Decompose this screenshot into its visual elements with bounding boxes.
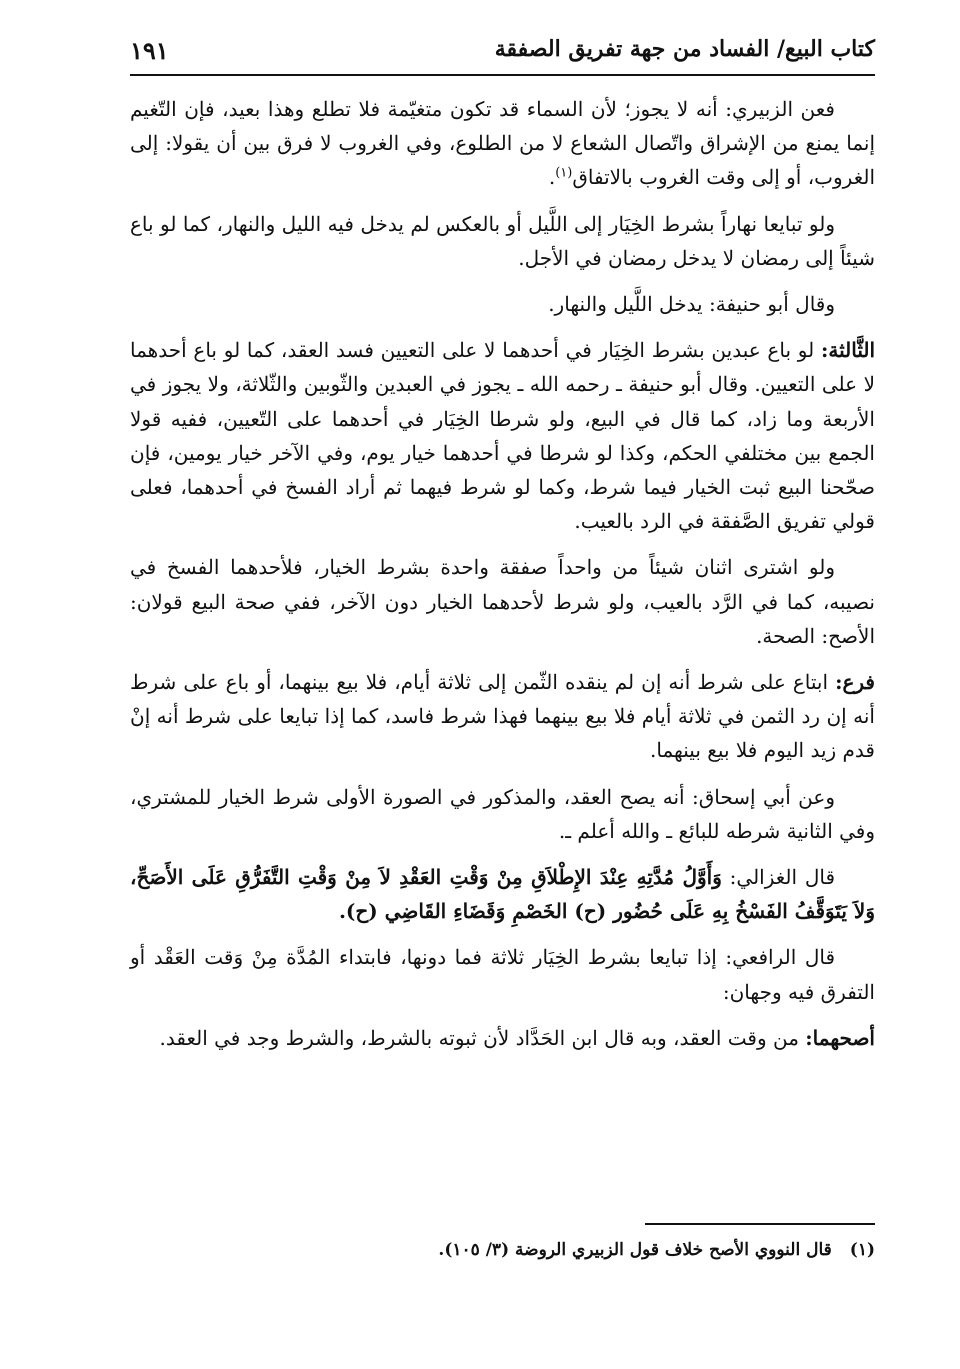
paragraph-1-end: . [548,165,556,190]
paragraph-9: قال الرافعي: إذا تبايعا بشرط الخِيَار ثلاثة فما دونها، فابتداء المُدَّة مِنْ وَقت العَقْد أو التفرق فيه وجهان: [130,945,875,1004]
running-title: كتاب البيع/ الفساد من جهة تفريق الصفقة [494,36,875,62]
paragraph-8-lead: قال الغزالي: [729,865,836,890]
footnote-number: (١) [849,1240,875,1260]
paragraph-1-text: فعن الزبيري: أنه لا يجوز؛ لأن السماء قد تكون متغيّمة فلا تطلع وهذا بعيد، فإن التّغيم إنما يمنع من الإشراق واتّصال الشعاع لا من الطلوع، وفي الغروب لا فرق بين أن يقولا: إلى الغروب، أو إلى وقت الغروب بالاتفاق [130,97,875,190]
paragraph-10 [130,1021,875,1055]
paragraph-5: ولو اشترى اثنان شيئاً من واحداً صفقة واحدة بشرط الخيار، فلأحدهما الفسخ في نصيبه، كما في الرَّد بالعيب، ولو شرط لأحدهما الخيار دون الآخر، ففي صحة البيع قولان: الأصح: الصحة. [130,555,875,648]
paragraph-3: وقال أبو حنيفة: يدخل اللَّيل والنهار. [548,292,835,317]
paragraph-4-lead: الثَّالثة: [820,338,875,363]
footnotes [130,1236,875,1264]
paragraph-6-lead: فرع: [835,670,875,695]
paragraph-10-text: من وقت العقد، وبه قال ابن الحَدَّاد لأن ثبوته بالشرط، والشرط وجد في العقد. [159,1025,799,1050]
main-text [130,92,875,1067]
paragraph-4 [130,333,875,538]
footnote-text: قال النووي الأصح خلاف قول الزبيري الروضة (٣/ ١٠٥). [438,1240,832,1260]
footnote-1 [130,1236,875,1264]
paragraph-1 [130,92,875,195]
paragraph-6-text: ابتاع على شرط أنه إن لم ينقده الثّمن إلى ثلاثة أيام، فلا بيع بينهما، أو باع على شرط أنه إن رد الثمن في ثلاثة أيام فلا بيع بينهما فهذا شرط فاسد، كما إذا تبايعا على شرط أنه إنْ قدم زيد اليوم فلا بيع بينهما. [130,670,875,763]
paragraph-7: وعن أبي إسحاق: أنه يصح العقد، والمذكور في الصورة الأولى شرط الخيار للمشتري، وفي الثانية شرطه للبائع ـ والله أعلم ـ. [130,784,875,843]
paragraph-6 [130,665,875,768]
footnote-reference[interactable]: (١) [555,165,573,181]
page-header [130,34,875,76]
footnote-divider [645,1223,875,1225]
paragraph-8-quote: وَأَوَّلُ مُدَّتِهِ عِنْدَ الإِطْلاَقِ مِنْ وَقْتِ العَقْدِ لاَ مِنْ وَقْتِ التَّفَرُّقِ عَلَى الأَصَحِّ، وَلاَ يَتَوَقَّفُ الفَسْخُ بِهِ عَلَى حُضُور (ح) الخَصْمِ وَقَضَاءِ القَاضِي (ح). [130,865,875,924]
paragraph-4-text: لو باع عبدين بشرط الخِيَار في أحدهما لا على التعيين فسد العقد، كما لو باع أحدهما لا على التعيين. وقال أبو حنيفة ـ رحمه الله ـ يجوز في العبدين والثّوبين والثّلاثة، ولا يجوز في الأربعة وما زاد، كما قال في البيع، ولو شرطا الخِيَار في أحدهما على التّعيين، ففيه قولا الجمع بين مختلفي الحكم، وكذا لو شرطا في أحدهما خيار يوم، وفي الآخر خيار يومين، فإن صحّحنا البيع ثبت الخيار فيما شرط، وكما لو شرط فيهما ثم أراد الفسخ في أحدهما، فعلى قولي تفريق الصَّفقة في الرد بالعيب. [130,338,876,534]
paragraph-8 [130,860,875,928]
page-number: ١٩١ [130,36,169,65]
paragraph-10-lead: أصحهما: [805,1025,875,1050]
paragraph-2: ولو تبايعا نهاراً بشرط الخِيَار إلى اللَّيل أو بالعكس لم يدخل فيه الليل والنهار، كما لو باع شيئاً إلى رمضان لا يدخل رمضان في الأجل. [130,211,875,270]
